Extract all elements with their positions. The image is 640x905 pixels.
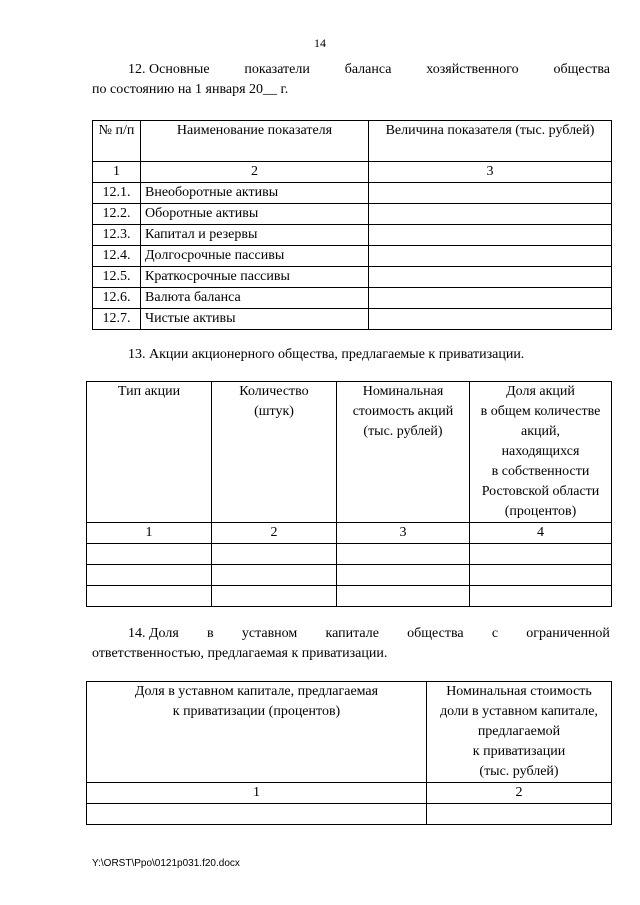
header-line: находящихся [501,444,580,459]
row-value[interactable] [369,225,612,246]
header-quantity [212,382,337,523]
row-number: 12.7. [93,309,141,330]
table-row [87,565,612,586]
heading-word: с [491,626,499,641]
section14-heading-line2: ответственностью, предлагаемая к приватизации. [92,646,388,661]
empty-cell[interactable] [470,586,612,607]
section12-heading-line1 [92,60,610,80]
header-line: (тыс. рублей) [363,424,443,439]
page-number: 14 [314,36,326,50]
empty-cell[interactable] [87,565,212,586]
column-number: 1 [87,783,427,804]
header-nominal-value [337,382,470,523]
row-name: Внеоборотные активы [141,183,369,204]
row-name: Оборотные активы [141,204,369,225]
table-header-row [87,682,612,783]
row-value[interactable] [369,288,612,309]
heading-word: хозяйственного [426,62,519,77]
header-line: (штук) [254,404,294,419]
header-line: к приватизации (процентов) [172,704,341,719]
empty-cell[interactable] [470,544,612,565]
empty-cell[interactable] [212,565,337,586]
header-line: Количество [239,384,309,399]
row-number: 12.6. [93,288,141,309]
empty-cell[interactable] [427,804,612,825]
heading-word: ограниченной [526,626,610,641]
row-name: Валюта баланса [141,288,369,309]
table-row-numbers [87,783,612,804]
column-number: 1 [87,523,212,544]
empty-cell[interactable] [212,586,337,607]
header-line: в собственности [491,464,590,479]
table-row [87,544,612,565]
header-line: Тип акции [117,384,181,399]
row-name: Чистые активы [141,309,369,330]
table-row [87,804,612,825]
table-row [93,288,612,309]
row-name: Долгосрочные пассивы [141,246,369,267]
heading-word: уставном [241,626,298,641]
section14-heading-line1 [92,624,610,644]
table-row-numbers [87,523,612,544]
row-number: 12.2. [93,204,141,225]
header-line: Номинальная стоимость [446,684,592,699]
section14-table [86,681,612,825]
header-line: к приватизации [472,744,566,759]
column-number: 2 [141,162,369,183]
header-line: (процентов) [504,504,577,519]
section12-table [92,120,612,330]
table-header-row [93,121,612,162]
table-row [93,309,612,330]
header-number: № п/п [93,121,141,162]
header-share-percent [470,382,612,523]
table-row-numbers [93,162,612,183]
empty-cell[interactable] [87,544,212,565]
empty-cell[interactable] [212,544,337,565]
row-number: 12.4. [93,246,141,267]
empty-cell[interactable] [337,565,470,586]
section12-heading [92,60,610,100]
header-line: Доля в уставном капитале, предлагаемая [134,684,379,699]
row-value[interactable] [369,309,612,330]
empty-cell[interactable] [87,586,212,607]
header-line: доли в уставном капитале, [440,704,598,719]
row-name: Капитал и резервы [141,225,369,246]
header-line: (тыс. рублей) [479,764,559,779]
section13-table [86,381,612,607]
heading-word: капитале [325,626,379,641]
row-value[interactable] [369,183,612,204]
empty-cell[interactable] [470,565,612,586]
empty-cell[interactable] [87,804,427,825]
heading-word: в [207,626,214,641]
heading-word: баланса [344,62,392,77]
row-value[interactable] [369,267,612,288]
table-row [93,183,612,204]
column-number: 3 [369,162,612,183]
header-nominal-value [427,682,612,783]
column-number: 1 [93,162,141,183]
heading-word: 12. Основные [128,62,210,77]
row-value[interactable] [369,246,612,267]
heading-word: общества [407,626,464,641]
header-share-percent [87,682,427,783]
header-share-type [87,382,212,523]
heading-word: общества [553,62,610,77]
header-line: Номинальная [362,384,444,399]
row-number: 12.1. [93,183,141,204]
empty-cell[interactable] [337,586,470,607]
header-line: предлагаемой [477,724,561,739]
header-line: акций, [521,424,560,439]
row-name: Краткосрочные пассивы [141,267,369,288]
table-row [93,246,612,267]
header-line: стоимость акций [352,404,454,419]
section13-heading: 13. Акции акционерного общества, предлагаемые к приватизации. [128,347,525,362]
column-number: 3 [337,523,470,544]
row-value[interactable] [369,204,612,225]
header-line: Доля акций [506,384,575,399]
header-indicator-name: Наименование показателя [141,121,369,162]
column-number: 2 [427,783,612,804]
column-number: 2 [212,523,337,544]
table-row [93,267,612,288]
header-indicator-value: Величина показателя (тыс. рублей) [369,121,612,162]
empty-cell[interactable] [337,544,470,565]
table-row [87,586,612,607]
row-number: 12.3. [93,225,141,246]
header-line: в общем количестве [480,404,601,419]
table-row [93,204,612,225]
file-path-footer: Y:\ORST\Ppo\0121p031.f20.docx [92,858,240,869]
column-number: 4 [470,523,612,544]
table-row [93,225,612,246]
section14-heading [92,624,610,664]
row-number: 12.5. [93,267,141,288]
table-header-row [87,382,612,523]
heading-word: 14. Доля [128,626,179,641]
heading-word: показатели [244,62,310,77]
header-line: Ростовской области [481,484,600,499]
section12-heading-line2: по состоянию на 1 января 20__ г. [92,82,289,97]
